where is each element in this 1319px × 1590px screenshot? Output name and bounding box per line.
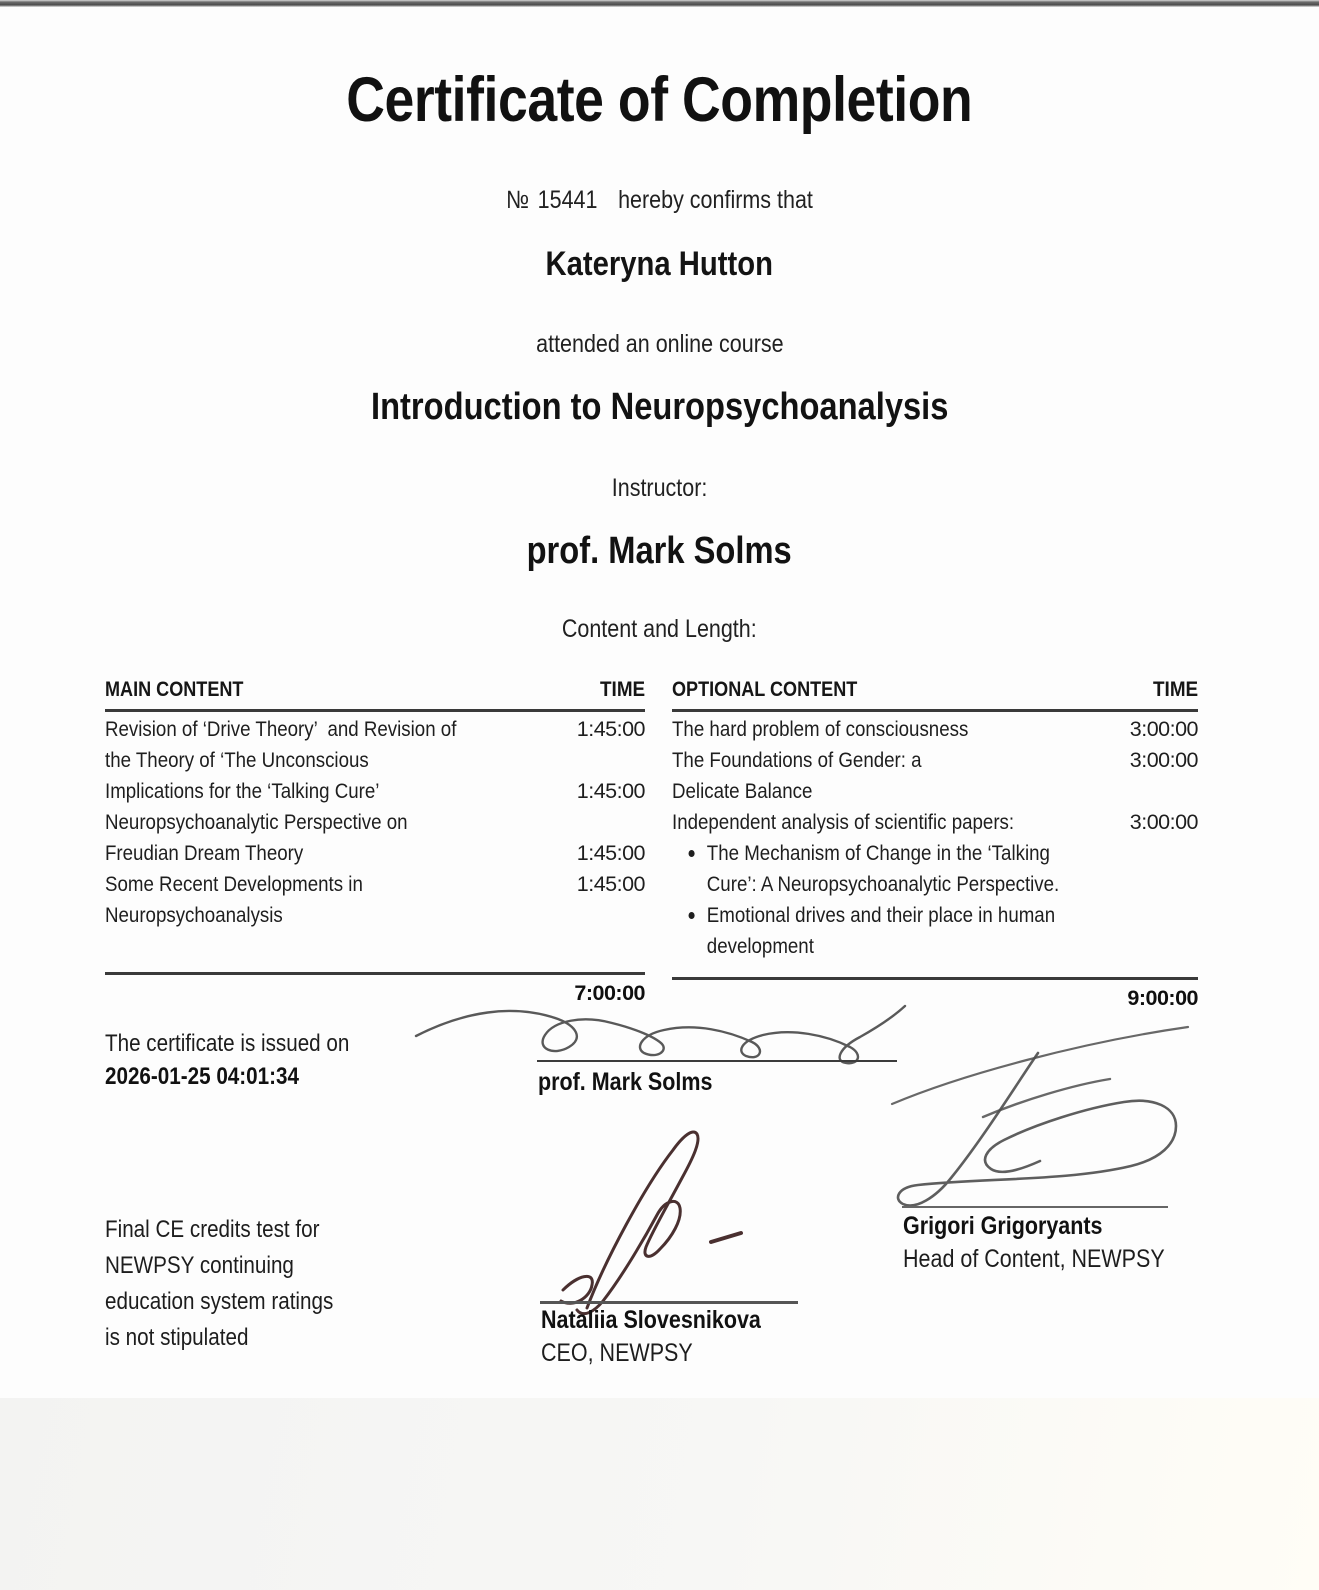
natalia-signature-line [540,1301,798,1304]
grigori-signature-line [902,1206,1168,1208]
issued-datetime: 2026-01-25 04:01:34 [105,1063,299,1090]
optional-table-header: OPTIONAL CONTENT [672,678,858,701]
signatory-name-solms: prof. Mark Solms [538,1068,713,1096]
optional-table-total: 9:00:00 [1127,986,1198,1010]
signatory-name-natalia: Nataliia Slovesnikova [541,1306,761,1334]
main-table-header-row [105,672,645,702]
ce-note-line: education system ratings [105,1288,334,1315]
main-content-table [105,672,645,1006]
certificate-number-line [0,186,1319,215]
page-title: Certificate of Completion [346,65,973,135]
attended-text: attended an online course [535,330,784,358]
table-row: Implications for the ‘Talking Cure’ 1:45:00 [105,779,645,803]
table-row: Freudian Dream Theory 1:45:00 [105,841,645,865]
instructor-label: Instructor: [611,474,708,502]
table-row-bullet: The Mechanism of Change in the ‘Talking [672,841,1198,872]
table-row: The hard problem of consciousness 3:00:00 [672,717,1198,741]
content-length-label: Content and Length: [562,615,757,643]
certificate-number: 15441 [537,186,598,214]
numero-sign: № [506,186,530,214]
optional-table-body [672,712,1198,965]
main-table-header: MAIN CONTENT [105,678,244,701]
main-table-spacer [105,934,645,972]
solms-signature-line [537,1060,897,1062]
table-row: development [706,934,814,958]
optional-table-time-header: TIME [1152,678,1198,701]
ce-note-line: is not stipulated [105,1324,249,1351]
optional-table-total-rule [672,977,1198,980]
page-top-edge [0,0,1319,7]
table-row: The Foundations of Gender: a 3:00:00 [672,748,1198,772]
main-table-body [105,712,645,934]
signatory-name-grigori: Grigori Grigoryants [903,1212,1103,1240]
main-table-total-rule [105,972,645,975]
table-row-bullet: Emotional drives and their place in human [672,903,1198,934]
course-title: Introduction to Neuropsychoanalysis [370,386,949,428]
main-table-time-header: TIME [599,678,645,701]
table-row: Neuropsychoanalytic Perspective on [105,810,408,834]
table-row: Delicate Balance [672,779,813,803]
table-row: Neuropsychoanalysis [105,903,283,927]
issued-on-label: The certificate is issued on [105,1030,350,1057]
confirms-text: hereby confirms that [618,186,813,214]
table-row: Cure’: A Neuropsychoanalytic Perspective. [706,872,1060,896]
table-row: Revision of ‘Drive Theory’ and Revision of 1:45:00 [105,717,645,741]
page-bottom-strip [0,1398,1319,1590]
ce-credits-note [105,1212,370,1356]
natalia-signature-image [533,1120,768,1320]
table-row: Independent analysis of scientific papers: 3:00:00 [672,810,1198,834]
main-table-total: 7:00:00 [574,981,645,1005]
ce-note-line: Final CE credits test for [105,1216,320,1243]
signatory-role-grigori: Head of Content, NEWPSY [903,1245,1165,1273]
table-row: the Theory of ‘The Unconscious [105,748,369,772]
optional-content-table [672,672,1198,1011]
grigori-signature-image [888,1020,1193,1215]
signatory-role-natalia: CEO, NEWPSY [541,1339,693,1367]
instructor-name: prof. Mark Solms [526,530,793,572]
ce-note-line: NEWPSY continuing [105,1252,294,1279]
optional-table-header-row [672,672,1198,702]
recipient-name: Kateryna Hutton [545,245,774,283]
optional-table-spacer [672,965,1198,977]
table-row: Some Recent Developments in 1:45:00 [105,872,645,896]
